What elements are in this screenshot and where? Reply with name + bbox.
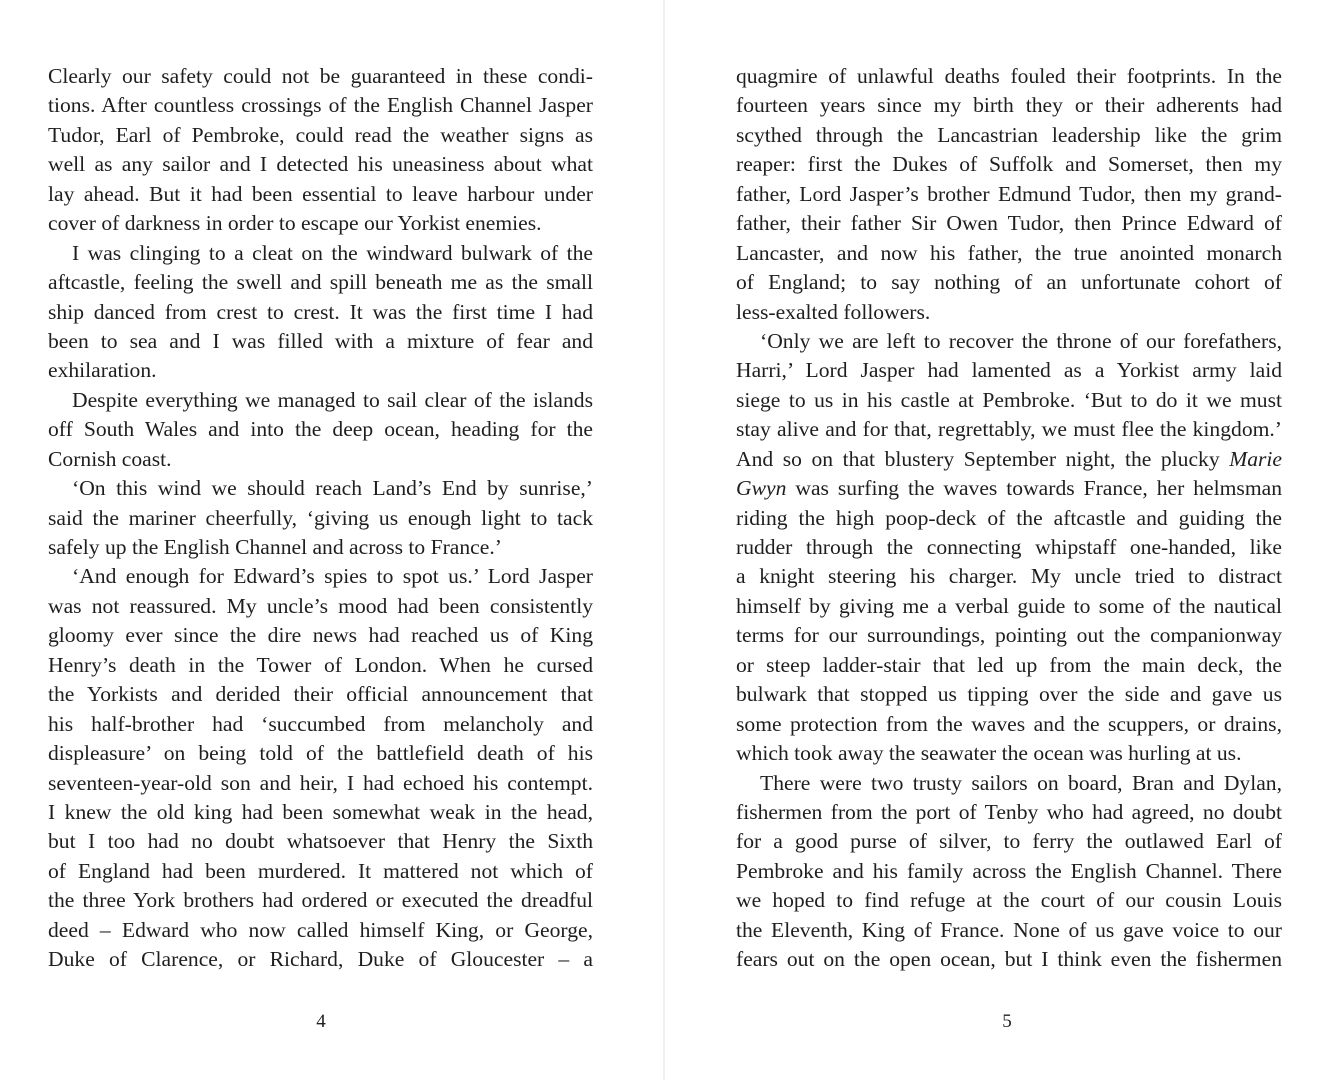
right-page-text (736, 62, 1282, 975)
left-page-number: 4 (316, 1011, 326, 1032)
text-line: ‘And enough for Edward’s spies to spot us.’ Lord Jasper (72, 564, 593, 589)
text-line: displeasure’ on being told of the battlefield death of his (48, 741, 593, 766)
text-line: the three York brothers had ordered or executed the dreadful (48, 888, 593, 913)
text-line: ‘Only we are left to recover the throne of our forefathers, (760, 328, 1282, 353)
text-line: of England had been murdered. It mattered not which of (48, 858, 593, 883)
text-line: fourteen years since my birth they or their adherents had (736, 93, 1282, 118)
text-line: Duke of Clarence, or Richard, Duke of Gloucester – a (48, 947, 593, 972)
text-line: siege to us in his castle at Pembroke. ‘But to do it we must (736, 387, 1282, 412)
text-line: of England; to say nothing of an unfortunate cohort of (736, 270, 1282, 295)
text-line: stay alive and for that, regrettably, we must flee the kingdom.’ (736, 417, 1282, 442)
text-line: riding the high poop-deck of the aftcastle and guiding the (736, 505, 1282, 530)
ship-name: Marie (1229, 446, 1282, 471)
text-line: exhilaration. (48, 358, 157, 383)
right-page-number: 5 (1002, 1011, 1012, 1032)
text-line: scythed through the Lancastrian leadership like the grim (736, 122, 1282, 147)
text-line: ‘On this wind we should reach Land’s End by sunrise,’ (72, 476, 593, 501)
text-line: or steep ladder-stair that led up from the main deck, the (736, 652, 1282, 677)
text-line: fishermen from the port of Tenby who had agreed, no doubt (736, 799, 1282, 824)
text-line: the Eleventh, King of France. None of us gave voice to our (736, 917, 1282, 942)
text-line: terms for our surroundings, pointing out the companionway (736, 623, 1282, 648)
text-line: Lancaster, and now his father, the true anointed monarch (736, 240, 1282, 265)
text-line: Pembroke and his family across the English Channel. There (736, 858, 1282, 883)
right-page (664, 0, 1328, 1080)
text-line: himself by giving me a verbal guide to some of the nautical (736, 593, 1282, 618)
text-line: father, their father Sir Owen Tudor, then Prince Edward of (736, 211, 1282, 236)
text-line: a knight steering his charger. My uncle tried to distract (736, 564, 1282, 589)
text-line: Clearly our safety could not be guaranteed in these condi- (48, 64, 593, 88)
left-page-text (48, 62, 593, 975)
text-line: And so on that blustery September night, the plucky Marie (736, 446, 1282, 471)
text-line: I was clinging to a cleat on the windward bulwark of the (72, 240, 593, 265)
text-line: but I too had no doubt whatsoever that Henry the Sixth (48, 829, 593, 854)
text-line: well as any sailor and I detected his uneasiness about what (48, 152, 593, 177)
text-line: Cornish coast. (48, 446, 172, 471)
text-line: rudder through the connecting whipstaff one-handed, like (736, 535, 1282, 559)
text-line: which took away the seawater the ocean was hurling at us. (736, 741, 1242, 766)
text-line: deed – Edward who now called himself King, or George, (48, 917, 593, 942)
text-line: fears out on the open ocean, but I think even the fishermen (736, 947, 1282, 972)
text-line: we hoped to find refuge at the court of our cousin Louis (736, 888, 1282, 913)
text-line: bulwark that stopped us tipping over the side and gave us (736, 682, 1282, 707)
text-line: tions. After countless crossings of the English Channel Jasper (48, 93, 593, 118)
text-line: Harri,’ Lord Jasper had lamented as a Yorkist army laid (736, 358, 1282, 383)
text-line: Henry’s death in the Tower of London. When he cursed (48, 652, 593, 677)
text-line: said the mariner cheerfully, ‘giving us enough light to tack (48, 505, 593, 530)
text-line: father, Lord Jasper’s brother Edmund Tudor, then my grand- (736, 181, 1282, 206)
text-line: safely up the English Channel and across to France.’ (48, 535, 502, 559)
text-line: some protection from the waves and the scuppers, or drains, (736, 711, 1282, 736)
text-line: the Yorkists and derided their official announcement that (48, 682, 593, 707)
text-line: reaper: first the Dukes of Suffolk and Somerset, then my (736, 152, 1282, 177)
ship-name: Gwyn (736, 476, 787, 501)
text-line: lay ahead. But it had been essential to leave harbour under (48, 181, 593, 206)
text-line: cover of darkness in order to escape our Yorkist enemies. (48, 211, 542, 236)
text-line: Gwyn was surfing the waves towards France, her helmsman (736, 476, 1282, 501)
text-line: ship danced from crest to crest. It was the first time I had (48, 299, 593, 324)
text-line: been to sea and I was filled with a mixture of fear and (48, 328, 593, 353)
text-line: There were two trusty sailors on board, Bran and Dylan, (760, 770, 1282, 795)
text-line: Tudor, Earl of Pembroke, could read the weather signs as (48, 122, 593, 147)
text-line: off South Wales and into the deep ocean, heading for the (48, 417, 593, 442)
text-line: seventeen-year-old son and heir, I had echoed his contempt. (48, 770, 593, 795)
text-line: his half-brother had ‘succumbed from melancholy and (48, 711, 593, 736)
text-line: for a good purse of silver, to ferry the outlawed Earl of (736, 829, 1282, 854)
text-line: was not reassured. My uncle’s mood had been consistently (48, 593, 593, 618)
text-line: gloomy ever since the dire news had reached us of King (48, 623, 593, 648)
text-line: Despite everything we managed to sail clear of the islands (72, 387, 593, 412)
text-line: aftcastle, feeling the swell and spill beneath me as the small (48, 270, 593, 295)
text-line: less-exalted followers. (736, 299, 931, 324)
text-line: I knew the old king had been somewhat weak in the head, (48, 799, 593, 824)
text-line: quagmire of unlawful deaths fouled their footprints. In the (736, 64, 1282, 88)
